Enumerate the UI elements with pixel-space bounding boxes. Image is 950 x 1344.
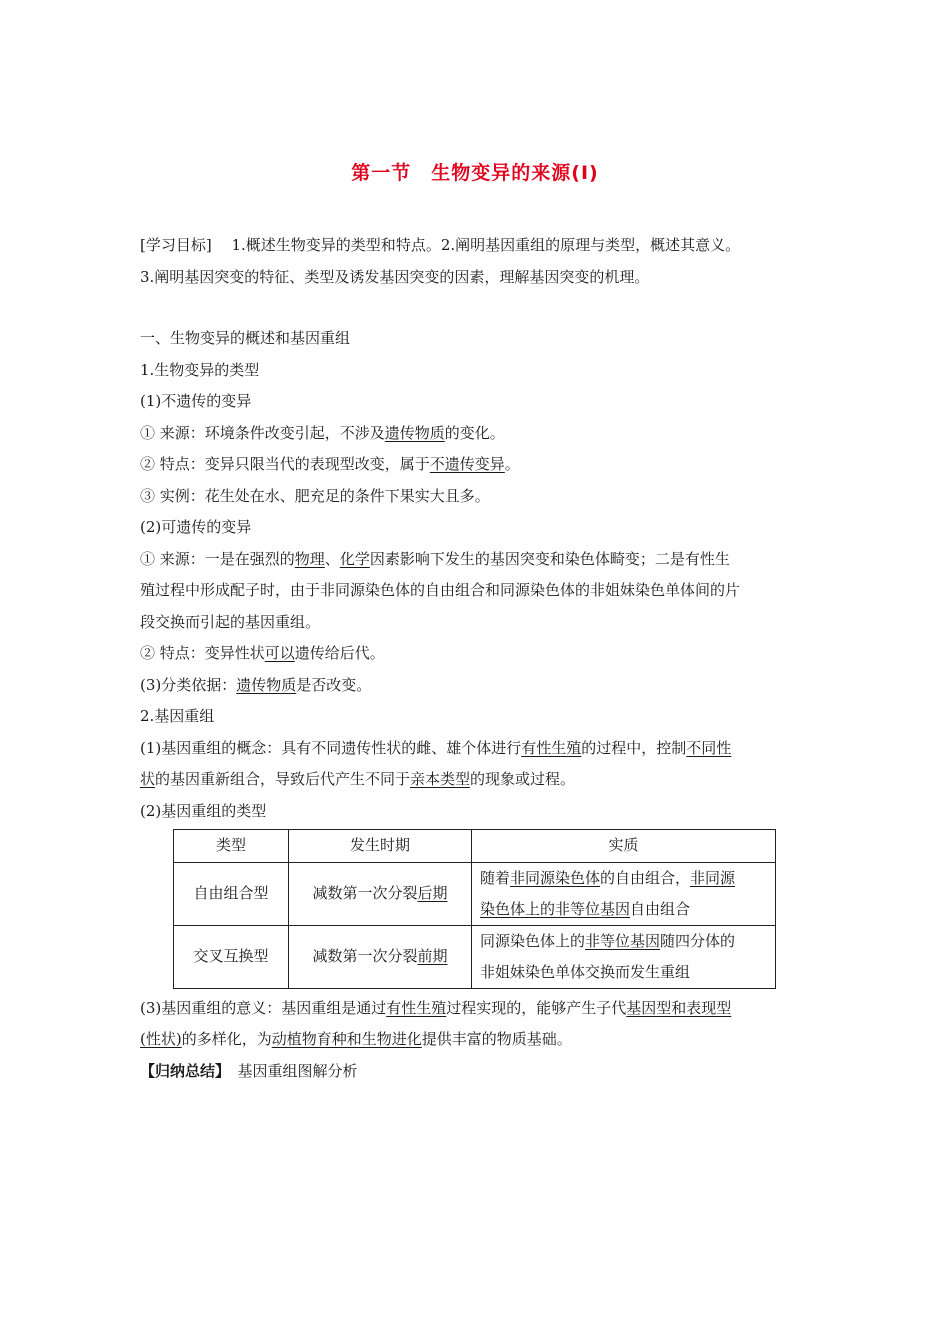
heritable-source-line2: 殖过程中形成配子时，由于非同源染色体的自由组合和同源染色体的非姐妹染色单体间的片	[140, 581, 741, 599]
table-cell-type: 交叉互换型	[174, 925, 289, 988]
heritable-feature: ② 特点：变异性状可以遗传给后代。	[140, 644, 385, 662]
blank-answer: 染色体上的非等位基因	[480, 899, 631, 918]
heritable-source: ① 来源：一是在强烈的物理、化学因素影响下发生的基因突变和染色体畸变；二是有性生	[140, 549, 730, 568]
table-cell-period: 减数第一次分裂前期	[289, 925, 472, 988]
nonheritable-example: ③ 实例：花生处在水、肥充足的条件下果实大且多。	[140, 486, 490, 505]
nonheritable-feature: ② 特点：变异只限当代的表现型改变，属于不遗传变异。	[140, 455, 520, 473]
blank-answer: 有性生殖	[386, 998, 447, 1017]
learning-objectives	[140, 230, 812, 262]
recombination-types-table	[173, 829, 776, 989]
blank-answer: 有性生殖	[521, 738, 582, 757]
blank-answer: 化学	[339, 549, 370, 568]
table-row	[174, 862, 776, 925]
table-header: 实质	[472, 830, 776, 863]
table-row	[174, 925, 776, 988]
recombination-types-heading: (2)基因重组的类型	[140, 801, 267, 820]
subsection-gene-recombination: 2.基因重组	[140, 707, 215, 725]
blank-answer: 非同源染色体	[510, 868, 601, 887]
document-body	[140, 230, 812, 1087]
blank-answer: 状	[140, 770, 156, 788]
blank-answer: 物理	[294, 549, 325, 568]
table-cell-essence: 随着非同源染色体的自由组合，非同源 染色体上的非等位基因自由组合	[472, 862, 776, 925]
blank-answer: 遗传物质	[236, 675, 297, 694]
objectives-line2: 3.阐明基因突变的特征、类型及诱发基因突变的因素，理解基因突变的机理。	[140, 267, 650, 286]
blank-answer: (性状)	[140, 1030, 182, 1048]
blank-answer: 亲本类型	[410, 770, 471, 788]
blank-answer: 前期	[417, 946, 448, 965]
page-title: 第一节 生物变异的来源(Ⅰ)	[351, 162, 599, 184]
recombination-significance-line2: (性状)的多样化，为动植物育种和生物进化提供丰富的物质基础。	[140, 1030, 572, 1048]
section-heading: 一、生物变异的概述和基因重组	[140, 329, 351, 347]
subsection-variation-types: 1.生物变异的类型	[140, 360, 260, 379]
objectives-line1: 1.概述生物变异的类型和特点。2.阐明基因重组的原理与类型，概述其意义。	[231, 236, 741, 254]
nonheritable-heading: (1)不遗传的变异	[140, 392, 252, 410]
classification-basis: (3)分类依据：遗传物质是否改变。	[140, 675, 372, 694]
heritable-heading: (2)可遗传的变异	[140, 518, 252, 536]
recombination-concept: (1)基因重组的概念：具有不同遗传性状的雌、雄个体进行有性生殖的过程中，控制不同性	[140, 738, 732, 757]
table-header-row	[174, 830, 776, 863]
table-cell-essence: 同源染色体上的非等位基因随四分体的 非姐妹染色单体交换而发生重组	[472, 925, 776, 988]
summary-line	[140, 1056, 812, 1088]
blank-answer: 基因型和表现型	[626, 998, 732, 1017]
blank-answer: 不遗传变异	[429, 455, 505, 473]
table-cell-type: 自由组合型	[174, 862, 289, 925]
objectives-label: [学习目标]	[140, 236, 212, 254]
table-header: 发生时期	[289, 830, 472, 863]
blank-answer: 后期	[417, 883, 448, 902]
nonheritable-source: ① 来源：环境条件改变引起，不涉及遗传物质的变化。	[140, 423, 505, 442]
blank-answer: 遗传物质	[384, 423, 445, 442]
blank-answer: 动植物育种和生物进化	[271, 1030, 422, 1048]
recombination-concept-line2: 状的基因重新组合，导致后代产生不同于亲本类型的现象或过程。	[140, 770, 576, 788]
summary-text: 基因重组图解分析	[222, 1061, 358, 1080]
table-header: 类型	[174, 830, 289, 863]
heritable-source-line3: 段交换而引起的基因重组。	[140, 612, 321, 631]
blank-answer: 可以	[264, 644, 295, 662]
blank-answer: 非同源	[690, 868, 736, 887]
blank-answer: 非等位基因	[585, 931, 661, 950]
blank-answer: 不同性	[686, 738, 732, 757]
summary-label: 【归纳总结】	[140, 1061, 223, 1080]
recombination-significance: (3)基因重组的意义：基因重组是通过有性生殖过程实现的，能够产生子代基因型和表现型	[140, 998, 732, 1017]
table-cell-period: 减数第一次分裂后期	[289, 862, 472, 925]
